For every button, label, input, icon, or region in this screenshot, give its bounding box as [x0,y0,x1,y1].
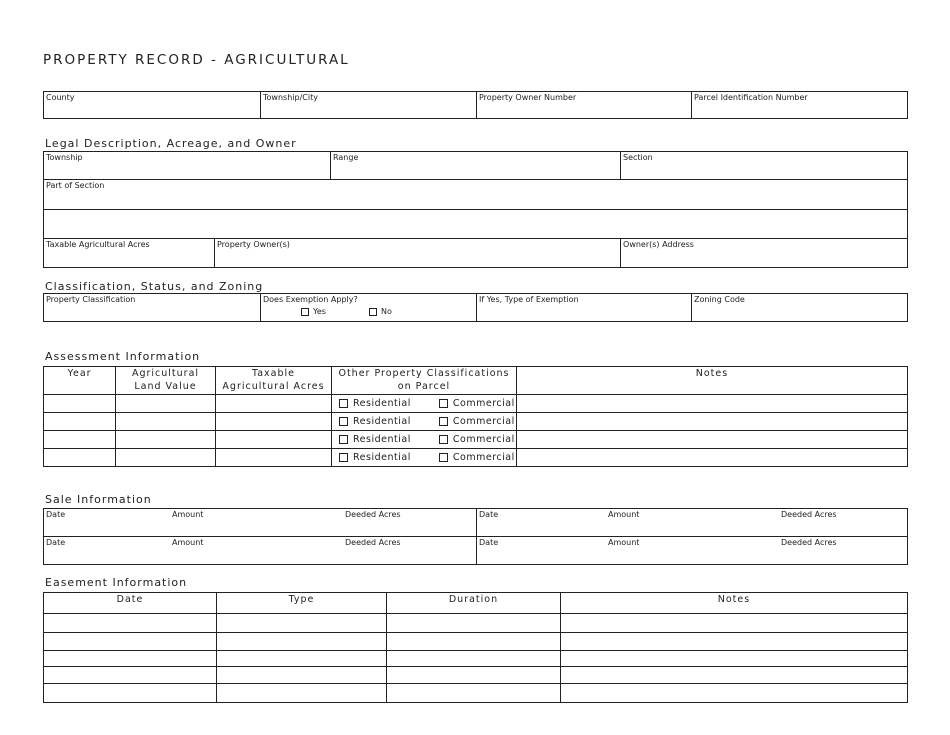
checkbox-icon[interactable] [339,453,348,462]
classification-heading: Classification, Status, and Zoning [45,280,264,293]
table-row [44,614,908,633]
property-class-field[interactable] [44,294,261,322]
acres-cell[interactable] [216,395,332,413]
no-label: No [381,307,392,316]
easement-type-cell[interactable] [217,651,387,667]
easement-duration-cell[interactable] [387,651,561,667]
sale-entry[interactable] [44,509,477,537]
easement-date-cell[interactable] [44,684,217,703]
residential-option[interactable]: Residential [339,452,411,463]
easement-notes-cell[interactable] [561,633,908,651]
acres-label: Taxable Agricultural Acres [46,240,150,249]
page-title: PROPERTY RECORD - AGRICULTURAL [43,52,350,68]
residential-option[interactable]: Residential [339,398,411,409]
top-fields-table [43,91,908,119]
table-row [44,431,908,449]
easement-notes-header: Notes [561,593,908,614]
owner-address-field[interactable] [621,239,908,268]
easement-type-cell[interactable] [217,633,387,651]
table-row [44,395,908,413]
sale-date-label: Date [46,538,66,547]
exemption-yes-option[interactable] [301,307,326,316]
other-class-cell [332,431,517,449]
yes-label: Yes [313,307,326,316]
easement-notes-cell[interactable] [561,614,908,633]
parcel-id-field[interactable] [692,92,908,119]
sale-date-label: Date [479,510,499,519]
township-field[interactable] [44,152,331,180]
sale-heading: Sale Information [45,493,152,506]
commercial-option[interactable]: Commercial [439,452,515,463]
owner-number-label: Property Owner Number [479,93,577,102]
table-row [44,413,908,431]
easement-duration-cell[interactable] [387,614,561,633]
easement-notes-cell[interactable] [561,667,908,684]
land-value-column-header: Agricultural Land Value [116,367,216,395]
year-cell[interactable] [44,413,116,431]
easement-duration-cell[interactable] [387,633,561,651]
range-label: Range [333,153,359,162]
checkbox-icon[interactable] [439,435,448,444]
easement-date-header: Date [44,593,217,614]
acres-cell[interactable] [216,449,332,467]
checkbox-icon[interactable] [439,417,448,426]
county-field[interactable] [44,92,261,119]
sale-amount-label: Amount [608,510,640,519]
owners-field[interactable] [215,239,621,268]
residential-option[interactable]: Residential [339,434,411,445]
residential-option[interactable]: Residential [339,416,411,427]
exemption-no-option[interactable] [369,307,392,316]
land-value-cell[interactable] [116,431,216,449]
owner-address-label: Owner(s) Address [623,240,694,249]
easement-duration-cell[interactable] [387,684,561,703]
easement-date-cell[interactable] [44,651,217,667]
other-class-cell [332,449,517,467]
checkbox-icon[interactable] [439,399,448,408]
land-value-cell[interactable] [116,395,216,413]
township-city-field[interactable] [261,92,477,119]
other-class-cell [332,395,517,413]
easement-table [43,592,908,703]
year-column-header: Year [44,367,116,395]
sale-entry[interactable] [44,537,477,565]
easement-heading: Easement Information [45,576,188,589]
acres-cell[interactable] [216,431,332,449]
other-class-column-header: Other Property Classifications on Parcel [332,367,517,395]
zoning-label: Zoning Code [694,295,745,304]
exemption-field [261,294,477,322]
range-field[interactable] [331,152,621,180]
sale-date-label: Date [46,510,66,519]
legal-heading: Legal Description, Acreage, and Owner [45,137,297,150]
acres-cell[interactable] [216,413,332,431]
owners-label: Property Owner(s) [217,240,290,249]
table-row [44,684,908,703]
township-label: Township [46,153,83,162]
commercial-option[interactable]: Commercial [439,434,515,445]
part-of-section-label: Part of Section [46,181,105,190]
exemption-type-field[interactable] [477,294,692,322]
year-cell[interactable] [44,431,116,449]
checkbox-icon[interactable] [339,435,348,444]
notes-cell[interactable] [517,395,908,413]
section-label: Section [623,153,653,162]
table-row [44,667,908,684]
zoning-field[interactable] [692,294,908,322]
notes-cell[interactable] [517,413,908,431]
checkbox-icon[interactable] [339,399,348,408]
checkbox-icon[interactable] [339,417,348,426]
sale-entry[interactable] [477,537,908,565]
sale-entry[interactable] [477,509,908,537]
checkbox-icon[interactable] [369,308,377,316]
land-value-cell[interactable] [116,413,216,431]
classification-table [43,293,908,322]
easement-duration-header: Duration [387,593,561,614]
easement-type-cell[interactable] [217,667,387,684]
sale-amount-label: Amount [172,538,204,547]
year-cell[interactable] [44,449,116,467]
sale-date-label: Date [479,538,499,547]
exemption-label: Does Exemption Apply? [263,295,358,304]
easement-notes-cell[interactable] [561,651,908,667]
checkbox-icon[interactable] [439,453,448,462]
sale-deeded-label: Deeded Acres [345,538,401,547]
easement-duration-cell[interactable] [387,667,561,684]
sale-table [43,508,908,565]
table-row [44,633,908,651]
assessment-heading: Assessment Information [45,350,201,363]
sale-deeded-label: Deeded Acres [781,538,837,547]
table-row [44,651,908,667]
owner-number-field[interactable] [477,92,692,119]
sale-amount-label: Amount [608,538,640,547]
commercial-option[interactable]: Commercial [439,416,515,427]
table-row [44,449,908,467]
easement-date-cell[interactable] [44,633,217,651]
commercial-option[interactable]: Commercial [439,398,515,409]
county-label: County [46,93,75,102]
checkbox-icon[interactable] [301,308,309,316]
township-city-label: Township/City [263,93,318,102]
sale-deeded-label: Deeded Acres [781,510,837,519]
acres-column-header: Taxable Agricultural Acres [216,367,332,395]
sale-amount-label: Amount [172,510,204,519]
easement-type-cell[interactable] [217,684,387,703]
notes-column-header: Notes [517,367,908,395]
assessment-table [43,366,908,467]
acres-field[interactable] [44,239,215,268]
easement-notes-cell[interactable] [561,684,908,703]
notes-cell[interactable] [517,431,908,449]
legal-table [43,151,908,268]
property-class-label: Property Classification [46,295,136,304]
easement-date-cell[interactable] [44,667,217,684]
easement-type-header: Type [217,593,387,614]
easement-type-cell[interactable] [217,614,387,633]
exemption-type-label: If Yes, Type of Exemption [479,295,579,304]
other-class-cell [332,413,517,431]
section-field[interactable] [621,152,908,180]
easement-date-cell[interactable] [44,614,217,633]
part-of-section-field[interactable] [44,180,908,210]
part-of-section-continued[interactable] [44,210,908,239]
year-cell[interactable] [44,395,116,413]
land-value-cell[interactable] [116,449,216,467]
notes-cell[interactable] [517,449,908,467]
sale-deeded-label: Deeded Acres [345,510,401,519]
parcel-id-label: Parcel Identification Number [694,93,808,102]
